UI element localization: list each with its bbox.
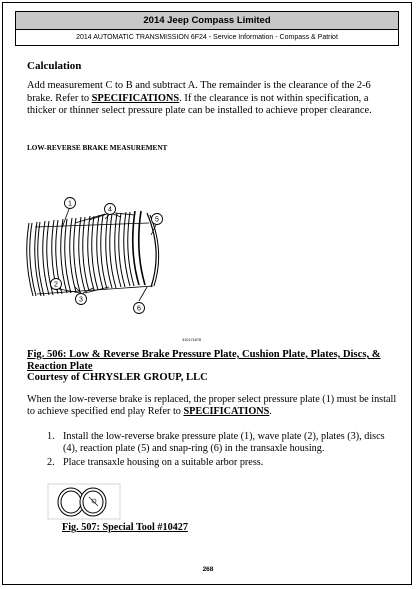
callout-3-label: 3 <box>79 296 83 304</box>
replacement-paragraph <box>27 394 397 419</box>
figure1-caption <box>27 349 399 384</box>
document-page <box>2 2 412 585</box>
calculation-paragraph <box>27 80 395 118</box>
callout-5-label: 5 <box>155 216 159 224</box>
step-item <box>47 431 395 455</box>
brake-plates-illustration <box>25 183 175 328</box>
step-number: 2. <box>47 456 55 468</box>
calculation-text-a: Add measurement C to B and subtract A. The remainder is the clearance of the 2-6 brake. Refer to <box>27 80 371 104</box>
calculation-heading: Calculation <box>27 60 82 72</box>
header-title: 2014 Jeep Compass Limited <box>16 12 398 30</box>
step-item <box>47 457 395 469</box>
step-text: Install the low-reverse brake pressure plate (1), wave plate (2), plates (3), discs (4), reaction plate (5) and snap-ring (6) in the transaxle housing. <box>63 431 385 454</box>
para2-text-a: When the low-reverse brake is replaced, the proper select pressure plate (1) must be install to achieve specified end play Refer to <box>27 394 397 418</box>
figure2-caption: Fig. 507: Special Tool #10427 <box>62 522 188 533</box>
header-subtitle: 2014 AUTOMATIC TRANSMISSION 6F24 - Service Information - Compass & Patriot <box>76 34 338 41</box>
para2-text-b: . <box>269 406 272 418</box>
specifications-link[interactable]: SPECIFICATIONS <box>91 92 180 104</box>
figure-code: 310171878 <box>182 338 202 342</box>
section-heading: LOW-REVERSE BRAKE MEASUREMENT <box>27 144 168 152</box>
callout-2-label: 2 <box>54 281 58 289</box>
callout-1-label: 1 <box>68 200 72 208</box>
callout-6-label: 6 <box>137 305 141 313</box>
step-number: 1. <box>47 431 55 442</box>
page-number: 268 <box>202 566 214 573</box>
special-tool-illustration <box>47 483 127 521</box>
specifications-link-2[interactable]: SPECIFICATIONS <box>183 406 270 418</box>
brake-stack-drawing <box>27 211 159 296</box>
figure1-caption-title: Fig. 506: Low & Reverse Brake Pressure Plate, Cushion Plate, Plates, Discs, & Reaction Plate <box>27 349 381 372</box>
calculation-text-b: . If the clearance is not within specification, a thicker or thinner select pressure plate can be installed to achieve proper clearance. <box>27 92 372 116</box>
step-text: Place transaxle housing on a suitable arbor press. <box>63 456 264 468</box>
procedure-steps <box>47 431 395 470</box>
figure1-courtesy: Courtesy of CHRYSLER GROUP, LLC <box>27 372 208 383</box>
callout-4-label: 4 <box>108 206 112 214</box>
page-header <box>15 11 399 46</box>
